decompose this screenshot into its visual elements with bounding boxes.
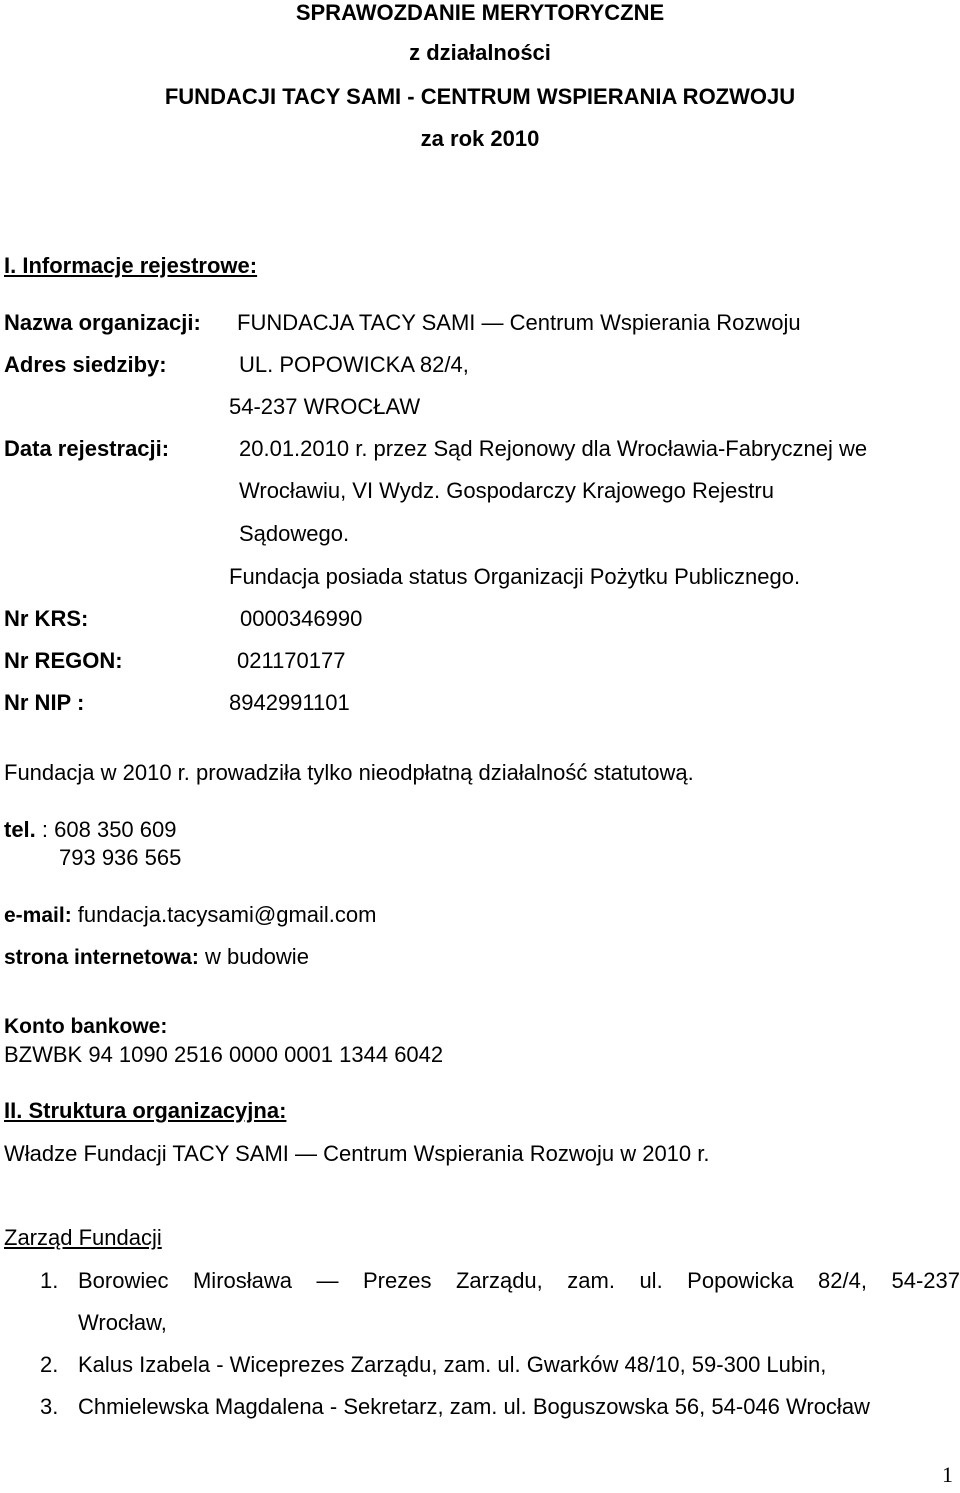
address-label: Adres siedziby: [4, 352, 167, 377]
website-label: strona internetowa: [4, 946, 199, 969]
phone-line-1 [4, 819, 176, 841]
bank-account: BZWBK 94 1090 2516 0000 0001 1344 6042 [4, 1042, 444, 1067]
board-member-2-line-1: Kalus Izabela - Wiceprezes Zarządu, zam. ul. Gwarków 48/10, 59-300 Lubin, [78, 1352, 827, 1377]
board-member-1-number: 1. [40, 1268, 59, 1293]
doc-org-name: FUNDACJI TACY SAMI - CENTRUM WSPIERANIA ROZWOJU [164, 84, 796, 109]
section-1-heading: I. Informacje rejestrowe: [4, 253, 258, 278]
registration-label: Data rejestracji: [4, 436, 170, 461]
address-line-2: 54-237 WROCŁAW [229, 394, 421, 419]
org-name-value: FUNDACJA TACY SAMI — Centrum Wspierania Rozwoju [237, 310, 801, 335]
krs-value: 0000346990 [240, 606, 363, 631]
nip-value: 8942991101 [229, 690, 350, 715]
address-line-1: UL. POPOWICKA 82/4, [239, 352, 469, 377]
activity-statement: Fundacja w 2010 r. prowadziła tylko nieodpłatną działalność statutową. [4, 760, 694, 785]
doc-title: SPRAWOZDANIE MERYTORYCZNE [295, 0, 665, 25]
email-label: e-mail: [4, 904, 72, 927]
regon-value: 021170177 [237, 648, 346, 673]
phone-value-1: : 608 350 609 [35, 817, 177, 842]
email-line [4, 904, 376, 926]
section-2-heading: II. Struktura organizacyjna: [4, 1098, 287, 1123]
bank-label: Konto bankowe: [4, 1015, 168, 1038]
board-member-1-line-1: Borowiec Mirosława — Prezes Zarządu, zam. ul. Popowicka 82/4, 54-237 [78, 1268, 960, 1293]
email-value: fundacja.tacysami@gmail.com [71, 902, 377, 927]
regon-label: Nr REGON: [4, 648, 123, 673]
registration-line-2: Wrocławiu, VI Wydz. Gospodarczy Krajowego Rejestru [239, 478, 774, 503]
opp-status: Fundacja posiada status Organizacji Pożytku Publicznego. [229, 564, 801, 589]
nip-label: Nr NIP : [4, 690, 85, 715]
org-name-label: Nazwa organizacji: [4, 310, 201, 335]
page-number: 1 [942, 1462, 953, 1487]
krs-label: Nr KRS: [4, 606, 89, 631]
doc-subtitle: z działalności [409, 40, 551, 65]
board-member-3-line-1: Chmielewska Magdalena - Sekretarz, zam. ul. Boguszowska 56, 54-046 Wrocław [78, 1394, 870, 1419]
website-value: w budowie [198, 944, 309, 969]
board-member-1-line-2: Wrocław, [78, 1310, 167, 1335]
doc-year: za rok 2010 [420, 126, 540, 151]
board-heading: Zarząd Fundacji [4, 1225, 162, 1250]
authorities-line: Władze Fundacji TACY SAMI — Centrum Wspierania Rozwoju w 2010 r. [4, 1141, 710, 1166]
registration-line-3: Sądowego. [239, 521, 350, 546]
phone-label: tel. [4, 817, 36, 842]
board-member-2-number: 2. [40, 1352, 59, 1377]
phone-value-2: 793 936 565 [59, 845, 182, 870]
board-member-3-number: 3. [40, 1394, 59, 1419]
website-line [4, 946, 309, 968]
registration-line-1: 20.01.2010 r. przez Sąd Rejonowy dla Wrocławia-Fabrycznej we [239, 436, 868, 461]
